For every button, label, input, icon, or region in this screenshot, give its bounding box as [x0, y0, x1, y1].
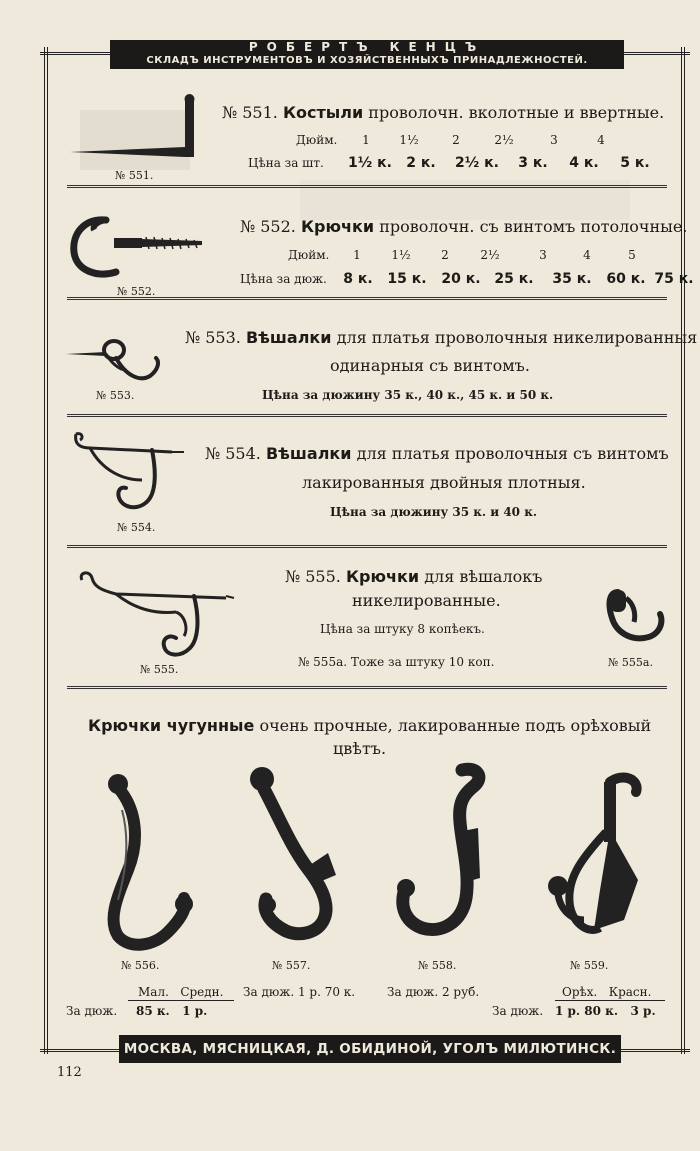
- item-number: № 552.: [240, 217, 296, 236]
- cast-558-price: За дюж. 2 руб.: [387, 985, 480, 999]
- cast-title: [88, 716, 651, 735]
- size-row-552: [288, 248, 652, 262]
- price-row-552: [240, 271, 696, 287]
- cast-desc: очень прочные, лакированные подъ орѣховый: [259, 716, 652, 735]
- header-banner: [110, 40, 624, 69]
- size-cell: 1½: [391, 248, 411, 262]
- item-desc: проволочн. съ винтомъ потолочные.: [379, 217, 688, 236]
- cast-559-prices: 1 р. 80 к. 3 р.: [555, 1004, 656, 1018]
- cast-559-head: Орѣх. Красн.: [562, 985, 652, 999]
- item-title-553: [185, 328, 697, 347]
- cast-name: Крючки чугунные: [88, 716, 255, 735]
- item-number: № 551.: [222, 103, 278, 122]
- size-cell: 2½: [494, 133, 514, 147]
- header-tagline: СКЛАДЪ ИНСТРУМЕНТОВЪ И ХОЗЯЙСТВЕННЫХЪ ПРИНАДЛЕЖНОСТЕЙ.: [146, 55, 588, 66]
- item-price-553: Цѣна за дюжину 35 к., 40 к., 45 к. и 50 к.: [262, 388, 554, 402]
- price-cell: 25 к.: [494, 271, 534, 287]
- size-cell: 3: [539, 248, 547, 262]
- price-cell: 2½ к.: [455, 155, 499, 171]
- fig-label-555a: № 555а.: [608, 656, 653, 669]
- fig-label-554: № 554.: [117, 521, 156, 534]
- item-desc: для платья проволочныя никелированныя: [336, 328, 698, 347]
- size-cell: 5: [628, 248, 636, 262]
- size-cell: 4: [583, 248, 591, 262]
- fig-label-553: № 553.: [96, 389, 135, 402]
- size-cell: 2: [452, 133, 460, 147]
- price-cell: 35 к.: [552, 271, 592, 287]
- row-head: Дюйм.: [288, 248, 330, 262]
- size-row-551: [296, 133, 636, 147]
- cast-556-prices: 85 к. 1 р.: [136, 1004, 208, 1018]
- item-title-551: [222, 103, 664, 122]
- size-cell: 3: [550, 133, 558, 147]
- size-cell: 1½: [399, 133, 419, 147]
- size-cell: 2: [441, 248, 449, 262]
- item-desc: проволочн. вколотные и ввертные.: [368, 103, 665, 122]
- illustration-554: [72, 430, 187, 515]
- price-cell: 2 к.: [406, 155, 436, 171]
- illustration-555a: [604, 588, 668, 650]
- item-desc2-554: лакированныя двойныя плотныя.: [302, 473, 586, 492]
- size-cell: 1: [353, 248, 361, 262]
- item-title-555: [285, 567, 542, 586]
- section-divider: [67, 686, 667, 689]
- cast-556-head: Мал. Средн.: [138, 985, 224, 999]
- illustration-553: [66, 336, 166, 386]
- illustration-559: [540, 770, 650, 950]
- footer-banner: МОСКВА, МЯСНИЦКАЯ, Д. ОБИДИНОЙ, УГОЛЪ МИЛЮТИНСК. ПЕР.: [119, 1035, 621, 1063]
- item-title-554: [205, 444, 669, 463]
- item-name: Костыли: [282, 103, 364, 122]
- header-company: РОБЕРТЪ КЕНЦЪ: [248, 40, 486, 54]
- row-head: Цѣна за шт.: [248, 156, 324, 170]
- item-number: № 553.: [185, 328, 241, 347]
- price-cell: 60 к.: [606, 271, 646, 287]
- fig-label-559: № 559.: [570, 959, 609, 972]
- price-row-551: [248, 155, 660, 171]
- cast-559-prefix: За дюж.: [492, 1004, 544, 1018]
- illustration-556: [100, 770, 200, 955]
- price-cell: 4 к.: [569, 155, 599, 171]
- fig-label-555: № 555.: [140, 663, 179, 676]
- price-cell: 75 к.: [654, 271, 694, 287]
- illustration-558: [394, 762, 494, 947]
- illustration-552: [70, 212, 210, 284]
- section-divider: [67, 185, 667, 188]
- fig-label-556: № 556.: [121, 959, 160, 972]
- item-number: № 554.: [205, 444, 261, 463]
- item-desc2-555: никелированные.: [352, 591, 501, 610]
- cast-559-underline: [555, 1000, 665, 1001]
- fig-label-552: № 552.: [117, 285, 156, 298]
- price-cell: 20 к.: [441, 271, 481, 287]
- row-head: Цѣна за дюж.: [240, 272, 327, 286]
- size-cell: 4: [597, 133, 605, 147]
- cast-557-price: За дюж. 1 р. 70 к.: [243, 985, 356, 999]
- price-cell: 3 к.: [518, 155, 548, 171]
- item-name: Вѣшалки: [265, 444, 352, 463]
- row-head: Дюйм.: [296, 133, 338, 147]
- item-desc: для вѣшалокъ: [424, 567, 543, 586]
- item-title-552: [240, 217, 687, 236]
- section-divider: [67, 297, 667, 300]
- item-number: № 555.: [285, 567, 341, 586]
- cast-556-prefix: За дюж.: [66, 1004, 118, 1018]
- price-cell: 15 к.: [387, 271, 427, 287]
- fig-label-558: № 558.: [418, 959, 457, 972]
- illustration-557: [248, 765, 348, 950]
- price-cell: 8 к.: [343, 271, 373, 287]
- item-price-555a: № 555а. Тоже за штуку 10 коп.: [298, 655, 495, 669]
- section-divider: [67, 414, 667, 417]
- cast-556-underline: [128, 1000, 234, 1001]
- item-name: Крючки: [345, 567, 420, 586]
- page-number: 112: [57, 1065, 82, 1080]
- item-desc2-553: одинарныя съ винтомъ.: [330, 356, 530, 375]
- illustration-555: [76, 570, 236, 660]
- price-cell: 1½ к.: [348, 155, 392, 171]
- item-name: Крючки: [300, 217, 375, 236]
- size-cell: 2½: [480, 248, 500, 262]
- price-cell: 5 к.: [620, 155, 650, 171]
- item-price-555: Цѣна за штуку 8 копѣекъ.: [320, 622, 485, 636]
- section-divider: [67, 545, 667, 548]
- item-name: Вѣшалки: [245, 328, 332, 347]
- fig-label-557: № 557.: [272, 959, 311, 972]
- cast-desc2: цвѣтъ.: [333, 739, 387, 758]
- item-price-554: Цѣна за дюжину 35 к. и 40 к.: [330, 505, 538, 519]
- illustration-551: [70, 95, 200, 165]
- fig-label-551: № 551.: [115, 169, 154, 182]
- item-desc: для платья проволочныя съ винтомъ: [356, 444, 669, 463]
- size-cell: 1: [362, 133, 370, 147]
